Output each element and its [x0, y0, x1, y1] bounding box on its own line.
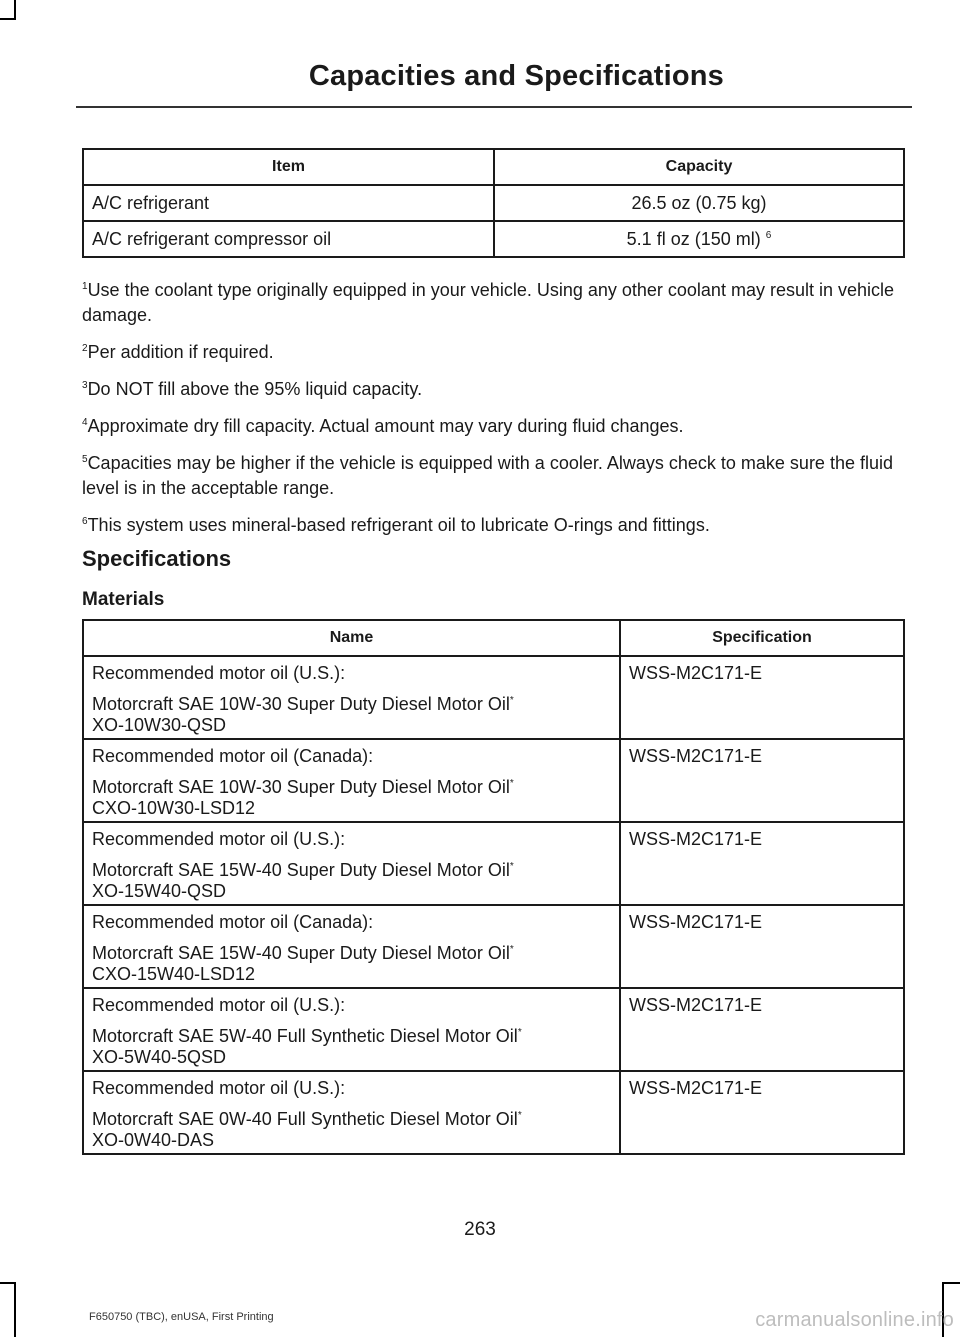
footnote-number: 4 [82, 417, 88, 428]
footnote-text: Per addition if required. [87, 342, 274, 362]
specification-cell: WSS-M2C171-E [620, 656, 904, 739]
footnote [82, 274, 908, 328]
footnote-mark: * [517, 1027, 522, 1038]
crop-mark [14, 1282, 16, 1337]
footnote-number: 5 [82, 454, 88, 465]
table-header-row [83, 620, 904, 656]
footnote [82, 509, 908, 538]
product-name: Motorcraft SAE 15W-40 Super Duty Diesel Motor Oil [92, 860, 510, 880]
footnote-mark: * [509, 778, 514, 789]
name-line: Recommended motor oil (Canada): [92, 746, 374, 766]
table-row [83, 988, 904, 1071]
product-name: Motorcraft SAE 5W-40 Full Synthetic Diesel Motor Oil [92, 1026, 518, 1046]
name-cell [83, 1071, 620, 1154]
page-number: 263 [464, 1219, 496, 1240]
footer-text: F650750 (TBC), enUSA, First Printing [89, 1311, 274, 1323]
product-line [92, 773, 611, 798]
column-header-specification: Specification [620, 620, 904, 656]
table-row [83, 822, 904, 905]
table-row [83, 1071, 904, 1154]
specification-cell: WSS-M2C171-E [620, 739, 904, 822]
footnote-ref: 6 [765, 229, 772, 241]
section-title: Specifications [82, 546, 232, 571]
column-header-name: Name [83, 620, 620, 656]
product-line [92, 1105, 611, 1130]
footnote-text: Use the coolant type originally equipped in your vehicle. Using any other coolant may result in vehicle damage. [82, 280, 895, 325]
product-line [92, 1022, 611, 1047]
name-line: Recommended motor oil (U.S.): [92, 663, 346, 683]
table-header-row [83, 149, 904, 185]
watermark: carmanualsonline.info [755, 1309, 954, 1331]
table-row [83, 739, 904, 822]
item-cell: A/C refrigerant compressor oil [83, 221, 494, 257]
materials-table [82, 619, 905, 1155]
footnote-mark: * [509, 695, 514, 706]
product-name: Motorcraft SAE 0W-40 Full Synthetic Diesel Motor Oil [92, 1109, 518, 1129]
table-row [83, 185, 904, 221]
crop-mark [14, 0, 16, 18]
footnote-text: This system uses mineral-based refrigerant oil to lubricate O-rings and fittings. [87, 515, 710, 535]
name-line: Recommended motor oil (U.S.): [92, 829, 346, 849]
footnote-mark: * [517, 1110, 522, 1121]
product-name: Motorcraft SAE 15W-40 Super Duty Diesel Motor Oil [92, 943, 510, 963]
column-header-item: Item [83, 149, 494, 185]
part-number: CXO-15W40-LSD12 [92, 964, 256, 984]
part-number: XO-10W30-QSD [92, 715, 227, 735]
footnote-text: Capacities may be higher if the vehicle is equipped with a cooler. Always check to make sure the fluid level is in the acceptable range. [82, 453, 893, 498]
specification-cell: WSS-M2C171-E [620, 822, 904, 905]
footnote-mark: * [509, 861, 514, 872]
name-line: Recommended motor oil (U.S.): [92, 1078, 346, 1098]
table-row [83, 905, 904, 988]
table-row [83, 221, 904, 257]
part-number: CXO-10W30-LSD12 [92, 798, 256, 818]
crop-mark [0, 18, 16, 20]
header-rule [76, 106, 912, 108]
name-cell [83, 739, 620, 822]
footnote [82, 373, 908, 402]
specification-cell: WSS-M2C171-E [620, 905, 904, 988]
part-number: XO-0W40-DAS [92, 1130, 215, 1150]
column-header-capacity: Capacity [494, 149, 904, 185]
part-number: XO-5W40-5QSD [92, 1047, 227, 1067]
specification-cell: WSS-M2C171-E [620, 988, 904, 1071]
footnote [82, 410, 908, 439]
footnote-number: 3 [82, 380, 88, 391]
capacity-value: 5.1 fl oz (150 ml) [626, 228, 761, 249]
footnote-number: 2 [82, 343, 88, 354]
product-line [92, 856, 611, 881]
part-number: XO-15W40-QSD [92, 881, 227, 901]
footnote-number: 1 [82, 281, 88, 292]
name-cell [83, 822, 620, 905]
name-line: Recommended motor oil (U.S.): [92, 995, 346, 1015]
footnote [82, 447, 908, 501]
footnote-text: Do NOT fill above the 95% liquid capacity. [87, 379, 423, 399]
product-line [92, 939, 611, 964]
footnote-text: Approximate dry fill capacity. Actual amount may vary during fluid changes. [87, 416, 684, 436]
footnote [82, 336, 908, 365]
product-name: Motorcraft SAE 10W-30 Super Duty Diesel Motor Oil [92, 777, 510, 797]
item-cell: A/C refrigerant [83, 185, 494, 221]
capacity-cell [494, 221, 904, 257]
crop-mark [0, 1282, 16, 1284]
footnotes [82, 274, 908, 546]
name-cell [83, 988, 620, 1071]
footnote-mark: * [509, 944, 514, 955]
capacity-cell: 26.5 oz (0.75 kg) [494, 185, 904, 221]
name-cell [83, 656, 620, 739]
specification-cell: WSS-M2C171-E [620, 1071, 904, 1154]
subsection-title: Materials [82, 589, 165, 610]
name-cell [83, 905, 620, 988]
name-line: Recommended motor oil (Canada): [92, 912, 374, 932]
product-name: Motorcraft SAE 10W-30 Super Duty Diesel Motor Oil [92, 694, 510, 714]
product-line [92, 690, 611, 715]
footnote-number: 6 [82, 516, 88, 527]
table-row [83, 656, 904, 739]
crop-mark [942, 1282, 960, 1284]
capacity-table [82, 148, 905, 258]
page-title: Capacities and Specifications [308, 60, 724, 92]
